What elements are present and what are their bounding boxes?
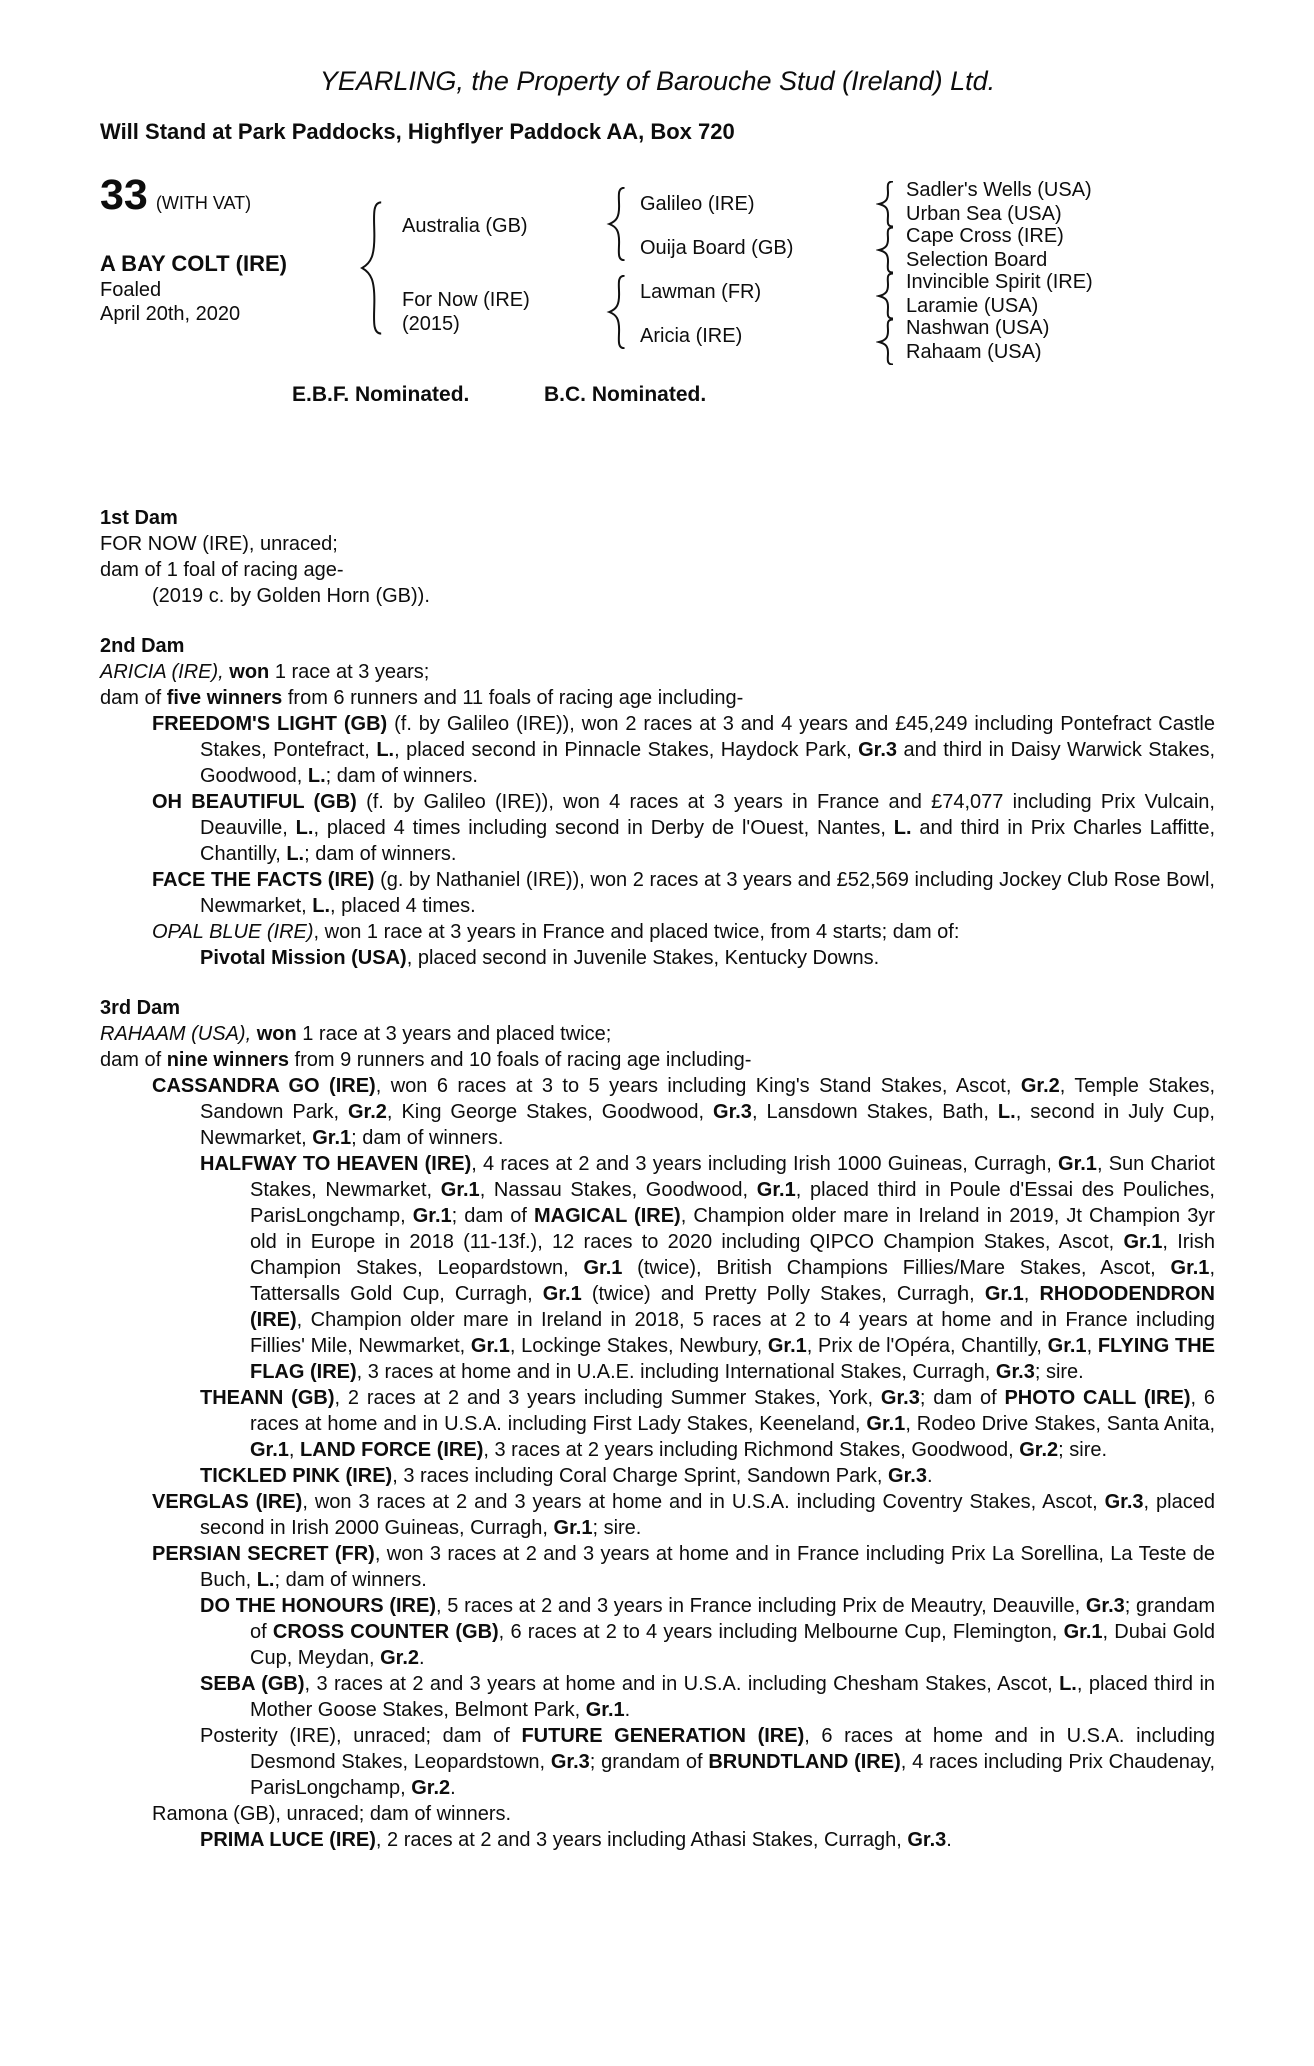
text-run: Gr.1 [585,1699,625,1721]
horse-description: A BAY COLT (IRE) [100,251,288,276]
catalogue-paragraph [200,1463,1215,1489]
text-run: , second in July Cup, Newmarket, [200,1101,1215,1149]
text-run: OPAL BLUE (IRE) [152,921,314,943]
catalogue-page [0,66,1314,2066]
text-run: , 5 races at 2 and 3 years in France including Prix de Meautry, Deauville, [436,1595,1086,1617]
text-run: , Tattersalls Gold Cup, Curragh, [250,1257,1215,1305]
text-run: , Lansdown Stakes, Bath, [751,1101,998,1123]
pedigree-dam: For Now (IRE) [402,289,530,311]
text-run: ; dam of winners. [274,1569,427,1591]
text-run: FLYING THE FLAG (IRE) [250,1335,1215,1383]
text-run: nine winners [166,1049,289,1071]
text-run: ; dam of winners. [304,843,457,865]
text-run: , Sun Chariot Stakes, Newmarket, [250,1153,1215,1201]
text-run: , 2 races at 2 and 3 years including Athasi Stakes, Curragh, [375,1829,908,1851]
ebf-nomination: E.B.F. Nominated. [292,383,470,406]
text-run: LAND FORCE (IRE) [300,1439,484,1461]
text-run: PRIMA LUCE (IRE) [200,1829,376,1851]
text-run: DO THE HONOURS (IRE) [200,1595,436,1617]
text-run: PERSIAN SECRET (FR) [152,1543,375,1565]
text-run: VERGLAS (IRE) [152,1491,303,1513]
text-run: Gr.3 [713,1101,752,1123]
section-heading: 1st Dam [100,507,178,529]
text-run: , Rodeo Drive Stakes, Santa Anita, [905,1413,1215,1435]
text-run: Ramona (GB), unraced; dam of winners. [152,1803,512,1825]
pedigree-brace-dam [606,275,630,349]
catalogue-paragraph [152,1489,1215,1541]
text-run: Gr.1 [553,1517,593,1539]
text-run: dam of 1 foal of racing age- [100,559,344,581]
section-heading: 2nd Dam [100,635,185,657]
pedigree-brace-sire [606,187,630,261]
pedigree-sire-sire: Galileo (IRE) [640,193,755,215]
catalogue-paragraph [152,583,1215,609]
catalogue-paragraph [100,1021,1215,1047]
pedigree-sire-dam: Ouija Board (GB) [640,237,794,259]
text-run: , placed 4 times. [330,895,476,917]
catalogue-paragraph [152,789,1215,867]
text-run: FUTURE GENERATION (IRE) [521,1725,805,1747]
catalogue-paragraph [200,1723,1216,1801]
text-run: , placed 4 times including second in Derby de l'Ouest, Nantes, [313,817,894,839]
lot-row [100,171,251,220]
text-run: ; dam of [919,1387,1005,1409]
text-run: Gr.3 [907,1829,947,1851]
text-run: RHODODENDRON (IRE) [250,1283,1215,1331]
stand-location: Will Stand at Park Paddocks, Highflyer Paddock AA, Box 720 [100,119,735,144]
text-run: Gr.1 [470,1335,510,1357]
pedigree-dam-dam-dam: Rahaam (USA) [906,341,1042,363]
lot-number: 33 [100,171,148,219]
text-run: won [229,661,270,683]
catalogue-paragraph [100,1047,1215,1073]
catalogue-paragraph [152,711,1215,789]
text-run: Gr.2 [1019,1439,1059,1461]
text-run: OH BEAUTIFUL (GB) [152,791,357,813]
text-run: Gr.1 [312,1127,352,1149]
text-run: , Nassau Stakes, Goodwood, [479,1179,757,1201]
text-run: Gr.1 [1123,1231,1163,1253]
text-run: FOR NOW (IRE), unraced; [100,533,338,555]
catalogue-paragraph [200,1671,1216,1723]
text-run: , won 3 races at 2 and 3 years at home and in France including Prix La Sorellina, La Teste de Buch, [200,1543,1216,1591]
catalogue-paragraph [200,1593,1215,1671]
text-run: Gr.2 [348,1101,387,1123]
text-run: Gr.3 [1085,1595,1125,1617]
text-run: TICKLED PINK (IRE) [200,1465,393,1487]
text-run: , 4 races at 2 and 3 years including Irish 1000 Guineas, Curragh, [471,1153,1059,1175]
pedigree-dam-sire-dam: Laramie (USA) [906,295,1039,317]
text-run: Gr.1 [542,1283,582,1305]
catalogue-paragraph [152,919,1215,945]
catalogue-title: YEARLING, the Property of Barouche Stud (Ireland) Ltd. [319,66,996,96]
text-run: PHOTO CALL (IRE) [1004,1387,1191,1409]
text-run: L. [295,817,314,839]
text-run: , 6 races at home and in U.S.A. including First Lady Stakes, Keeneland, [250,1387,1215,1435]
pedigree-sire: Australia (GB) [402,215,528,237]
vat-note: (WITH VAT) [155,193,252,213]
text-run: Gr.3 [880,1387,920,1409]
text-run: , 6 races at home and in U.S.A. including Desmond Stakes, Leopardstown, [250,1725,1216,1773]
pedigree-dam-dam: Aricia (IRE) [640,325,743,347]
text-run: , Prix de l'Opéra, Chantilly, [806,1335,1048,1357]
text-run: L. [312,895,331,917]
text-run: Gr.1 [1063,1621,1103,1643]
pedigree-dam-sire-sire: Invincible Spirit (IRE) [906,271,1093,293]
text-run: , [1023,1283,1040,1305]
text-run: , placed second in Pinnacle Stakes, Haydock Park, [394,739,859,761]
text-run: THEANN (GB) [200,1387,335,1409]
text-run: from 9 runners and 10 foals of racing age including- [288,1049,752,1071]
text-run: ARICIA (IRE), [100,661,224,683]
text-run: , placed second in Irish 2000 Guineas, Curragh, [200,1491,1215,1539]
text-run: Gr.2 [380,1647,419,1669]
text-run: RAHAAM (USA), [100,1023,252,1045]
text-run: . [419,1647,425,1669]
text-run: and third in Daisy Warwick Stakes, Goodwood, [200,739,1215,787]
pedigree-tree [100,171,1215,419]
text-run: (twice) and Pretty Polly Stakes, Curragh, [581,1283,985,1305]
pedigree-sire-dam-dam: Selection Board [906,249,1048,271]
text-run: , won 1 race at 3 years in France and placed twice, from 4 starts; dam of: [313,921,960,943]
text-run: BRUNDTLAND (IRE) [708,1751,901,1773]
text-run: L. [1059,1673,1077,1695]
pedigree-dam-dam-sire: Nashwan (USA) [906,317,1050,339]
text-run: , [288,1439,301,1461]
text-run: L. [893,817,912,839]
catalogue-body [100,505,1215,1853]
text-run: Pivotal Mission (USA) [200,947,407,969]
text-run: (f. by Galileo (IRE)), won 4 races at 3 years in France and £74,077 including Prix Vulcain, Deauville, [200,791,1215,839]
text-run: , won 6 races at 3 to 5 years including King's Stand Stakes, Ascot, [375,1075,1021,1097]
text-run: , 3 races at home and in U.A.E. including International Stakes, Curragh, [356,1361,996,1383]
text-run: (2019 c. by Golden Horn (GB)). [152,585,430,607]
text-run: L. [307,765,326,787]
text-run: , Champion older mare in Ireland in 2018, 5 races at 2 to 4 years at home and in France including Fillies' Mile, Newmarket, [250,1309,1215,1357]
foaled-date: April 20th, 2020 [100,303,241,325]
pedigree-brace-sire-dam [876,227,898,273]
text-run: Gr.1 [866,1413,906,1435]
text-run: (twice), British Champions Fillies/Mare Stakes, Ascot, [622,1257,1171,1279]
text-run: and third in Prix Charles Laffitte, Chantilly, [200,817,1215,865]
pedigree-brace-sire-sire [876,181,898,227]
text-run: , 4 races including Prix Chaudenay, ParisLongchamp, [250,1751,1216,1799]
catalogue-paragraph [152,1801,1215,1827]
text-run: 1 race at 3 years and placed twice; [296,1023,612,1045]
pedigree-sire-sire-sire: Sadler's Wells (USA) [906,179,1092,201]
text-run: ; grandam of [589,1751,709,1773]
text-run: ; dam of [451,1205,534,1227]
text-run: Gr.3 [858,739,897,761]
pedigree-dam-year: (2015) [402,313,460,335]
text-run: , Lockinge Stakes, Newbury, [509,1335,768,1357]
text-run: L. [256,1569,275,1591]
text-run: HALFWAY TO HEAVEN (IRE) [200,1153,472,1175]
text-run: . [926,1465,933,1487]
text-run: L. [997,1101,1016,1123]
text-run: CROSS COUNTER (GB) [272,1621,499,1643]
catalogue-paragraph [100,659,1215,685]
text-run: dam of [100,1049,167,1071]
catalogue-paragraph [100,557,1215,583]
text-run: ; sire. [1058,1439,1108,1461]
text-run: ; sire. [592,1517,642,1539]
text-run: . [946,1829,952,1851]
text-run: , Champion older mare in Ireland in 2019, Jt Champion 3yr old in Europe in 2018 (11-13f.), 12 races to 2020 including QIPCO Champion Stakes, Ascot, [250,1205,1215,1253]
text-run: five winners [166,687,283,709]
text-run: Gr.1 [440,1179,480,1201]
text-run: CASSANDRA GO (IRE) [152,1075,376,1097]
text-run: ; sire. [1034,1361,1084,1383]
catalogue-paragraph [152,1073,1216,1151]
text-run: from 6 runners and 11 foals of racing age including- [282,687,744,709]
text-run: dam of [100,687,167,709]
text-run: Gr.2 [411,1777,451,1799]
text-run: MAGICAL (IRE) [534,1205,681,1227]
pedigree-sire-sire-dam: Urban Sea (USA) [906,203,1062,225]
bc-nomination: B.C. Nominated. [544,383,707,406]
text-run: , Dubai Gold Cup, Meydan, [250,1621,1215,1669]
text-run: Gr.3 [550,1751,590,1773]
text-run: , Irish Champion Stakes, Leopardstown, [250,1231,1215,1279]
pedigree-brace-dam-sire [876,273,898,319]
text-run: (f. by Galileo (IRE)), won 2 races at 3 and 4 years and £45,249 including Pontefract Castle Stakes, Pontefract, [200,713,1215,761]
text-run: Gr.1 [1047,1335,1087,1357]
catalogue-paragraph [200,1385,1215,1463]
text-run: , 2 races at 2 and 3 years including Summer Stakes, York, [334,1387,881,1409]
text-run: , placed third in Poule d'Essai des Pouliches, ParisLongchamp, [250,1179,1215,1227]
text-run: Gr.3 [995,1361,1035,1383]
text-run: L. [286,843,305,865]
text-run: Gr.1 [984,1283,1024,1305]
pedigree-dam-sire: Lawman (FR) [640,281,762,303]
text-run: Gr.1 [412,1205,452,1227]
pedigree-brace-dam-dam [876,319,898,365]
catalogue-paragraph [200,1827,1215,1853]
text-run: 1 race at 3 years; [269,661,430,683]
text-run: ; dam of winners. [325,765,478,787]
text-run: (g. by Nathaniel (IRE)), won 2 races at 3 years and £52,569 including Jockey Club Rose Bowl, Newmarket, [200,869,1215,917]
text-run: won [256,1023,297,1045]
text-run: . [450,1777,456,1799]
catalogue-paragraph [200,945,1215,971]
text-run: . [624,1699,631,1721]
text-run: , 3 races including Coral Charge Sprint, Sandown Park, [392,1465,889,1487]
text-run: ; dam of winners. [351,1127,504,1149]
text-run: Gr.1 [1058,1153,1097,1175]
text-run: Gr.1 [250,1439,289,1461]
text-run: , 3 races at 2 and 3 years at home and in U.S.A. including Chesham Stakes, Ascot, [304,1673,1060,1695]
text-run: L. [376,739,395,761]
text-run: , King George Stakes, Goodwood, [386,1101,714,1123]
text-run: FREEDOM'S LIGHT (GB) [152,713,388,735]
text-run: Gr.1 [583,1257,623,1279]
text-run: Gr.2 [1020,1075,1060,1097]
text-run: , Temple Stakes, Sandown Park, [200,1075,1216,1123]
text-run: , 6 races at 2 to 4 years including Melbourne Cup, Flemington, [498,1621,1064,1643]
catalogue-paragraph [152,1541,1216,1593]
catalogue-paragraph [200,1151,1215,1385]
text-run: , won 3 races at 2 and 3 years at home and in U.S.A. including Coventry Stakes, Ascot, [302,1491,1105,1513]
text-run: SEBA (GB) [200,1673,305,1695]
catalogue-paragraph [100,685,1215,711]
text-run: Gr.1 [1170,1257,1210,1279]
foaled-label: Foaled [100,279,162,301]
text-run: , placed second in Juvenile Stakes, Kentucky Downs. [406,947,880,969]
text-run: Gr.1 [767,1335,807,1357]
text-run: , 3 races at 2 years including Richmond Stakes, Goodwood, [483,1439,1020,1461]
text-run: Gr.3 [888,1465,927,1487]
section-heading: 3rd Dam [100,997,181,1019]
pedigree-sire-dam-sire: Cape Cross (IRE) [906,225,1064,247]
text-run: Gr.3 [1104,1491,1144,1513]
catalogue-paragraph [100,531,1215,557]
text-run: Gr.1 [756,1179,796,1201]
text-run: FACE THE FACTS (IRE) [152,869,375,891]
catalogue-paragraph [152,867,1215,919]
text-run: , [1086,1335,1098,1357]
text-run: Posterity (IRE), unraced; dam of [200,1725,522,1747]
pedigree-brace-level1 [358,201,388,335]
text-run: , placed third in Mother Goose Stakes, Belmont Park, [250,1673,1216,1721]
text-run: ; grandam of [250,1595,1215,1643]
